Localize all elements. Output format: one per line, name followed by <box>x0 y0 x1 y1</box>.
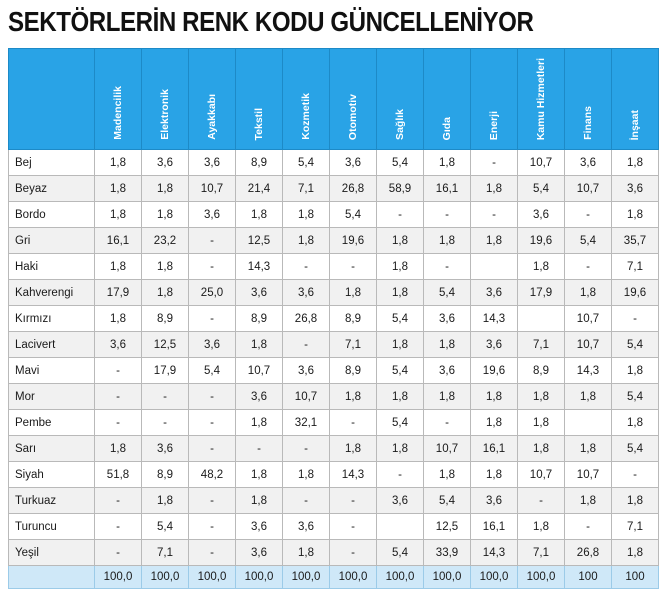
table-cell: - <box>283 436 330 462</box>
table-cell: 1,8 <box>142 488 189 514</box>
table-cell: 1,8 <box>95 254 142 280</box>
table-cell: 1,8 <box>565 384 612 410</box>
table-cell: 10,7 <box>518 462 565 488</box>
column-header <box>471 49 518 150</box>
table-cell: 1,8 <box>518 254 565 280</box>
column-header-label: Elektronik <box>159 89 171 140</box>
table-cell: 7,1 <box>283 176 330 202</box>
table-cell: 17,9 <box>142 358 189 384</box>
table-cell: - <box>189 306 236 332</box>
table-cell: 1,8 <box>330 384 377 410</box>
table-cell: 48,2 <box>189 462 236 488</box>
table-cell: 1,8 <box>471 384 518 410</box>
total-cell: 100,0 <box>471 566 518 589</box>
table-cell: - <box>283 488 330 514</box>
table-cell: - <box>189 436 236 462</box>
table-cell: 3,6 <box>471 332 518 358</box>
total-cell: 100,0 <box>236 566 283 589</box>
table-cell: 12,5 <box>142 332 189 358</box>
table-cell: - <box>142 410 189 436</box>
row-label: Pembe <box>9 410 95 436</box>
table-cell: 3,6 <box>565 150 612 176</box>
row-label: Siyah <box>9 462 95 488</box>
table-cell: - <box>565 254 612 280</box>
table-cell: - <box>424 202 471 228</box>
table-cell: 1,8 <box>330 436 377 462</box>
table-cell: 3,6 <box>424 306 471 332</box>
table-cell: 1,8 <box>471 228 518 254</box>
table-cell: - <box>95 410 142 436</box>
table-cell: 10,7 <box>565 332 612 358</box>
table-cell: 5,4 <box>142 514 189 540</box>
table-cell: - <box>189 488 236 514</box>
row-label: Turuncu <box>9 514 95 540</box>
table-cell: 1,8 <box>565 280 612 306</box>
table-cell: - <box>283 254 330 280</box>
table-cell: 14,3 <box>236 254 283 280</box>
column-header <box>377 49 424 150</box>
table-cell: - <box>565 514 612 540</box>
table-cell: - <box>95 514 142 540</box>
table-cell: 14,3 <box>565 358 612 384</box>
table-cell: 1,8 <box>330 280 377 306</box>
table-cell: 5,4 <box>424 280 471 306</box>
column-header-label: Otomotiv <box>347 93 359 140</box>
table-cell: - <box>189 514 236 540</box>
row-label: Kahverengi <box>9 280 95 306</box>
table-cell: 1,8 <box>424 384 471 410</box>
column-header <box>95 49 142 150</box>
table-cell: 5,4 <box>377 358 424 384</box>
column-header <box>283 49 330 150</box>
table-cell: 5,4 <box>377 540 424 566</box>
table-cell: 10,7 <box>565 176 612 202</box>
total-label-cell <box>9 566 95 589</box>
table-cell: 1,8 <box>424 462 471 488</box>
table-cell: 14,3 <box>471 540 518 566</box>
table-cell: 1,8 <box>612 488 659 514</box>
table-cell: 16,1 <box>95 228 142 254</box>
row-label: Bej <box>9 150 95 176</box>
table-cell: 1,8 <box>95 202 142 228</box>
table-cell: 51,8 <box>95 462 142 488</box>
table-cell: 1,8 <box>471 410 518 436</box>
total-cell: 100,0 <box>424 566 471 589</box>
table-cell: - <box>377 202 424 228</box>
table-cell: 3,6 <box>518 202 565 228</box>
table-cell: - <box>518 488 565 514</box>
table-cell: 5,4 <box>283 150 330 176</box>
table-cell: 10,7 <box>565 306 612 332</box>
table-cell: - <box>189 384 236 410</box>
table-cell: - <box>424 410 471 436</box>
table-cell: 1,8 <box>142 280 189 306</box>
table-cell: 7,1 <box>142 540 189 566</box>
table-cell: 7,1 <box>518 332 565 358</box>
table-cell: 5,4 <box>189 358 236 384</box>
table-cell: 1,8 <box>236 410 283 436</box>
table-row <box>9 358 659 384</box>
table-cell: 7,1 <box>330 332 377 358</box>
corner-cell <box>9 49 95 150</box>
row-label: Yeşil <box>9 540 95 566</box>
table-cell: 5,4 <box>612 436 659 462</box>
table-row <box>9 488 659 514</box>
page-title: SEKTÖRLERİN RENK KODU GÜNCELLENİYOR <box>8 6 534 37</box>
table-cell: 5,4 <box>424 488 471 514</box>
row-label: Turkuaz <box>9 488 95 514</box>
table-cell: 1,8 <box>471 462 518 488</box>
color-code-table <box>8 48 659 589</box>
table-cell: - <box>95 488 142 514</box>
table-cell: - <box>612 306 659 332</box>
table-cell: 16,1 <box>424 176 471 202</box>
table-cell: 5,4 <box>377 306 424 332</box>
table-cell: 1,8 <box>236 488 283 514</box>
table-cell: 1,8 <box>283 202 330 228</box>
total-cell: 100,0 <box>377 566 424 589</box>
table-cell: 1,8 <box>518 384 565 410</box>
table-cell: 12,5 <box>236 228 283 254</box>
table-cell: 3,6 <box>142 436 189 462</box>
table-cell: 5,4 <box>330 202 377 228</box>
row-label: Gri <box>9 228 95 254</box>
table-cell: 58,9 <box>377 176 424 202</box>
table-cell: 3,6 <box>142 150 189 176</box>
table-cell: 25,0 <box>189 280 236 306</box>
table-cell: - <box>330 410 377 436</box>
table-cell: - <box>142 384 189 410</box>
table-cell: 1,8 <box>283 462 330 488</box>
table-row <box>9 150 659 176</box>
table-cell: 1,8 <box>424 150 471 176</box>
table-cell: 7,1 <box>612 514 659 540</box>
table-cell: - <box>189 228 236 254</box>
table-cell: 8,9 <box>518 358 565 384</box>
column-header-label: Gıda <box>441 116 453 140</box>
table-cell: - <box>330 514 377 540</box>
table-cell: - <box>189 540 236 566</box>
table-cell: 3,6 <box>471 280 518 306</box>
table-cell: 1,8 <box>377 436 424 462</box>
table-cell: 1,8 <box>95 150 142 176</box>
column-header-label: Kozmetik <box>300 93 312 140</box>
table-cell: 8,9 <box>236 150 283 176</box>
table-cell: 3,6 <box>189 150 236 176</box>
total-cell: 100 <box>612 566 659 589</box>
table-cell: - <box>377 462 424 488</box>
table-cell: 1,8 <box>612 410 659 436</box>
column-header <box>236 49 283 150</box>
table-cell: 1,8 <box>565 488 612 514</box>
table-cell: 5,4 <box>612 332 659 358</box>
table-cell: 19,6 <box>518 228 565 254</box>
total-row <box>9 566 659 589</box>
header-row <box>9 49 659 150</box>
table-cell: 21,4 <box>236 176 283 202</box>
table-row <box>9 280 659 306</box>
table-row <box>9 462 659 488</box>
table-cell: 3,6 <box>236 280 283 306</box>
table-cell: - <box>424 254 471 280</box>
table-cell: 1,8 <box>612 540 659 566</box>
table-cell: 1,8 <box>236 332 283 358</box>
total-cell: 100,0 <box>95 566 142 589</box>
table-cell: 10,7 <box>518 150 565 176</box>
table-cell: 5,4 <box>377 150 424 176</box>
table-cell: 5,4 <box>377 410 424 436</box>
column-header-label: Ayakkabı <box>206 94 218 140</box>
table-row <box>9 332 659 358</box>
table-cell: 26,8 <box>565 540 612 566</box>
table-cell: 1,8 <box>377 280 424 306</box>
table-cell: 17,9 <box>518 280 565 306</box>
table-cell: 3,6 <box>612 176 659 202</box>
table-cell: 1,8 <box>95 306 142 332</box>
table-cell: - <box>189 410 236 436</box>
table-cell: 3,6 <box>236 384 283 410</box>
table-cell: 33,9 <box>424 540 471 566</box>
table-cell: - <box>330 488 377 514</box>
table-cell: 26,8 <box>283 306 330 332</box>
table-cell: 3,6 <box>471 488 518 514</box>
table-cell: 10,7 <box>236 358 283 384</box>
table-cell: 3,6 <box>283 280 330 306</box>
table-cell: 1,8 <box>283 228 330 254</box>
column-header-label: Sağlık <box>394 109 406 140</box>
column-header <box>612 49 659 150</box>
row-label: Beyaz <box>9 176 95 202</box>
row-label: Mor <box>9 384 95 410</box>
table-cell: 19,6 <box>612 280 659 306</box>
table-cell: - <box>330 540 377 566</box>
table-cell: 1,8 <box>518 514 565 540</box>
table-cell: 8,9 <box>142 306 189 332</box>
total-cell: 100 <box>565 566 612 589</box>
table-cell: 5,4 <box>612 384 659 410</box>
table-cell: 8,9 <box>330 306 377 332</box>
table-cell: 1,8 <box>95 436 142 462</box>
column-header-label: Kamu Hizmetleri <box>535 57 547 140</box>
row-label: Lacivert <box>9 332 95 358</box>
table-cell <box>565 410 612 436</box>
table-cell: 3,6 <box>424 358 471 384</box>
table-cell: 12,5 <box>424 514 471 540</box>
table-cell: 16,1 <box>471 436 518 462</box>
column-header <box>189 49 236 150</box>
table-cell: - <box>471 150 518 176</box>
table-cell: 3,6 <box>189 202 236 228</box>
table-cell <box>518 306 565 332</box>
table-cell: 32,1 <box>283 410 330 436</box>
table-cell: - <box>236 436 283 462</box>
table-cell: 7,1 <box>612 254 659 280</box>
table-row <box>9 202 659 228</box>
column-header-label: Finans <box>582 106 594 140</box>
table-cell: 1,8 <box>377 228 424 254</box>
table-cell: 1,8 <box>377 254 424 280</box>
column-header-label: Enerji <box>488 110 500 140</box>
row-label: Haki <box>9 254 95 280</box>
table-cell: 1,8 <box>565 436 612 462</box>
table-cell: 3,6 <box>95 332 142 358</box>
table-row <box>9 228 659 254</box>
table-cell: 1,8 <box>518 436 565 462</box>
table-cell: 10,7 <box>189 176 236 202</box>
total-cell: 100,0 <box>142 566 189 589</box>
table-cell: 1,8 <box>612 150 659 176</box>
column-header <box>518 49 565 150</box>
column-header-label: İnşaat <box>629 109 641 140</box>
total-cell: 100,0 <box>283 566 330 589</box>
column-header <box>565 49 612 150</box>
table-cell: 1,8 <box>471 176 518 202</box>
table-cell: 10,7 <box>283 384 330 410</box>
table-row <box>9 384 659 410</box>
table-row <box>9 514 659 540</box>
table-cell: - <box>283 332 330 358</box>
row-label: Mavi <box>9 358 95 384</box>
table-cell: 14,3 <box>471 306 518 332</box>
table-cell: 1,8 <box>612 358 659 384</box>
table-body <box>9 150 659 566</box>
table-cell: 16,1 <box>471 514 518 540</box>
table-row <box>9 254 659 280</box>
table-cell: - <box>95 384 142 410</box>
table-cell: 1,8 <box>236 202 283 228</box>
table-cell: - <box>95 358 142 384</box>
table-cell: 23,2 <box>142 228 189 254</box>
table-cell: 3,6 <box>189 332 236 358</box>
row-label: Kırmızı <box>9 306 95 332</box>
table-cell: 35,7 <box>612 228 659 254</box>
table-cell: 1,8 <box>142 176 189 202</box>
table-cell: 26,8 <box>330 176 377 202</box>
table-row <box>9 410 659 436</box>
table-cell: 3,6 <box>236 540 283 566</box>
column-header-label: Tekstil <box>253 107 265 140</box>
table-cell: - <box>189 254 236 280</box>
total-cell: 100,0 <box>330 566 377 589</box>
table-row <box>9 540 659 566</box>
table-cell: - <box>330 254 377 280</box>
table-cell: 10,7 <box>565 462 612 488</box>
table-cell: 3,6 <box>236 514 283 540</box>
table-cell: 1,8 <box>283 540 330 566</box>
table-cell: 19,6 <box>471 358 518 384</box>
table-cell: 3,6 <box>283 358 330 384</box>
table-cell: 19,6 <box>330 228 377 254</box>
table-cell: 1,8 <box>518 410 565 436</box>
table-cell: - <box>565 202 612 228</box>
column-header <box>424 49 471 150</box>
table-cell: - <box>471 202 518 228</box>
table-cell: 7,1 <box>518 540 565 566</box>
table-cell: 8,9 <box>142 462 189 488</box>
table-cell: 8,9 <box>236 306 283 332</box>
total-cell: 100,0 <box>189 566 236 589</box>
table-cell: 3,6 <box>377 488 424 514</box>
table-cell <box>377 514 424 540</box>
table-cell: 5,4 <box>565 228 612 254</box>
table-cell: 1,8 <box>612 202 659 228</box>
table-cell: - <box>95 540 142 566</box>
column-header-label: Madencilik <box>112 86 124 140</box>
table-cell: 1,8 <box>424 332 471 358</box>
table-row <box>9 306 659 332</box>
table-cell: 1,8 <box>95 176 142 202</box>
table-cell: 1,8 <box>236 462 283 488</box>
row-label: Bordo <box>9 202 95 228</box>
column-header <box>330 49 377 150</box>
table-cell <box>471 254 518 280</box>
table-cell: - <box>612 462 659 488</box>
table-cell: 10,7 <box>424 436 471 462</box>
table-row <box>9 436 659 462</box>
table-cell: 1,8 <box>377 384 424 410</box>
table-row <box>9 176 659 202</box>
table-cell: 5,4 <box>518 176 565 202</box>
table-cell: 3,6 <box>330 150 377 176</box>
row-label: Sarı <box>9 436 95 462</box>
table-cell: 1,8 <box>377 332 424 358</box>
total-cell: 100,0 <box>518 566 565 589</box>
table-cell: 1,8 <box>424 228 471 254</box>
table-cell: 14,3 <box>330 462 377 488</box>
table-cell: 8,9 <box>330 358 377 384</box>
table-cell: 1,8 <box>142 254 189 280</box>
table-cell: 1,8 <box>142 202 189 228</box>
table-cell: 3,6 <box>283 514 330 540</box>
column-header <box>142 49 189 150</box>
table-cell: 17,9 <box>95 280 142 306</box>
